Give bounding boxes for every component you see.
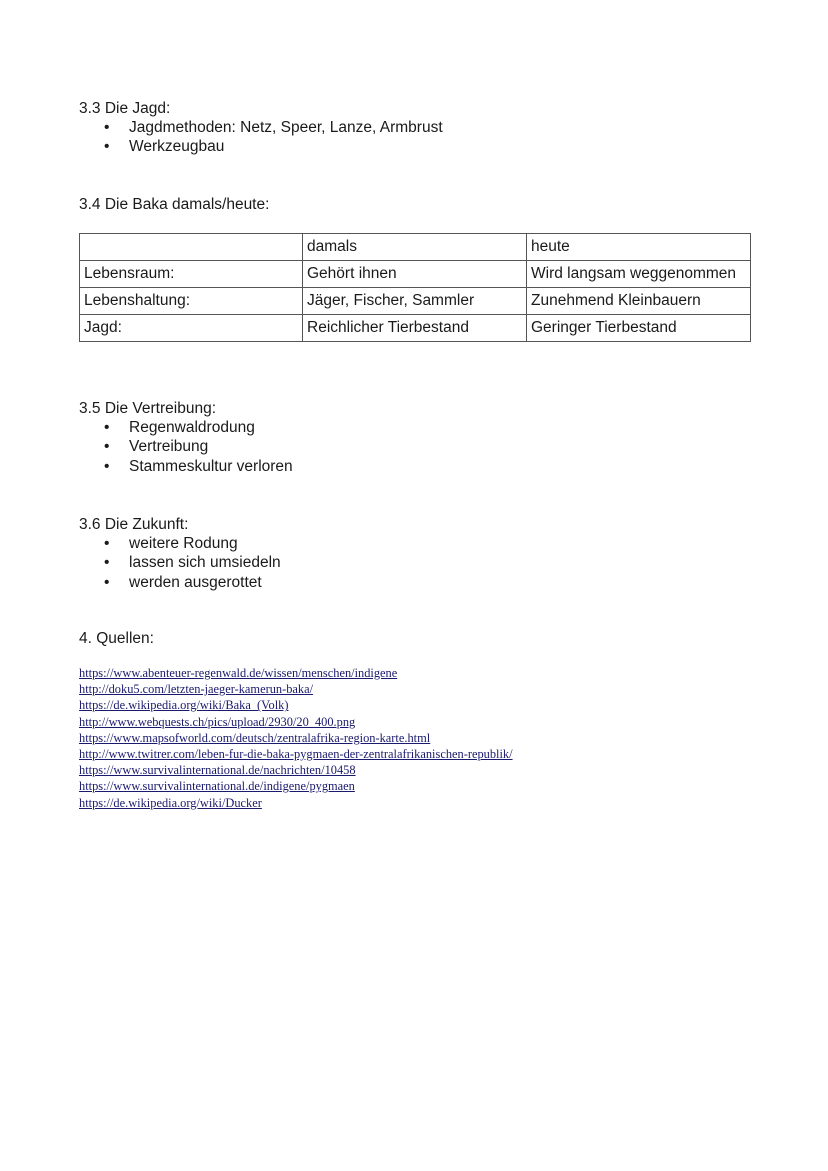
source-link[interactable]: http://doku5.com/letzten-jaeger-kamerun-baka/ [79,682,314,697]
list-item: • Stammeskultur verloren [104,457,293,475]
bullet-icon: • [104,573,110,591]
bullet-icon: • [104,119,110,136]
bullet-list-zukunft [79,534,281,592]
table-cell: Geringer Tierbestand [527,315,751,342]
source-link[interactable]: http://www.twitrer.com/leben-fur-die-baka-pygmaen-der-zentralafrikanischen-republik/ [79,747,513,762]
table-cell: Lebenshaltung: [80,288,303,315]
table-cell: Jagd: [80,315,303,342]
source-link[interactable]: https://de.wikipedia.org/wiki/Baka_(Volk) [79,698,289,713]
section-vertreibung [79,399,293,476]
table-cell: Wird langsam weggenommen [527,261,751,288]
source-link[interactable]: https://de.wikipedia.org/wiki/Ducker [79,795,262,810]
section-heading-baka: 3.4 Die Baka damals/heute: [79,196,270,213]
list-item: • lassen sich umsiedeln [104,554,281,572]
bullet-icon: • [104,535,110,552]
list-item: • Jagdmethoden: Netz, Speer, Lanze, Armbrust [104,119,443,136]
section-heading-vertreibung: 3.5 Die Vertreibung: [79,400,217,417]
section-heading-jagd: 3.3 Die Jagd: [79,100,171,117]
section-zukunft [79,515,281,592]
table-cell: Reichlicher Tierbestand [303,315,527,342]
table-row [80,315,751,342]
table-row [80,261,751,288]
list-item: • Regenwaldrodung [104,419,255,436]
source-link[interactable]: https://www.survivalinternational.de/indigene/pygmaen [79,779,355,794]
bullet-icon: • [104,419,110,436]
table-header-cell [80,234,303,261]
bullet-list-jagd [79,118,443,157]
table-row [80,288,751,315]
section-jagd [79,99,443,157]
bullet-icon: • [104,457,110,475]
source-link[interactable]: http://www.webquests.ch/pics/upload/2930/20_400.png [79,714,356,729]
section-heading-quellen: 4. Quellen: [79,630,154,647]
comparison-table [79,233,751,342]
list-item: • Vertreibung [104,438,209,456]
list-item: • weitere Rodung [104,535,238,552]
list-item: • Werkzeugbau [104,138,225,156]
list-item: • werden ausgerottet [104,573,262,591]
section-heading-zukunft: 3.6 Die Zukunft: [79,516,189,533]
bullet-icon: • [104,438,110,456]
source-link[interactable]: https://www.mapsofworld.com/deutsch/zentralafrika-region-karte.html [79,730,431,745]
source-link[interactable]: https://www.abenteuer-regenwald.de/wissen/menschen/indigene [79,666,398,680]
section-baka [79,195,269,214]
table-cell: Jäger, Fischer, Sammler [303,288,527,315]
table-header-cell: heute [527,234,751,261]
table-cell: Gehört ihnen [303,261,527,288]
bullet-icon: • [104,138,110,156]
table-header-row [80,234,751,261]
bullet-list-vertreibung [79,418,293,476]
source-link[interactable]: https://www.survivalinternational.de/nachrichten/10458 [79,763,356,778]
table-header-cell: damals [303,234,527,261]
source-links [79,665,513,811]
table-cell: Zunehmend Kleinbauern [527,288,751,315]
section-quellen [79,629,154,648]
table-cell: Lebensraum: [80,261,303,288]
bullet-icon: • [104,554,110,572]
